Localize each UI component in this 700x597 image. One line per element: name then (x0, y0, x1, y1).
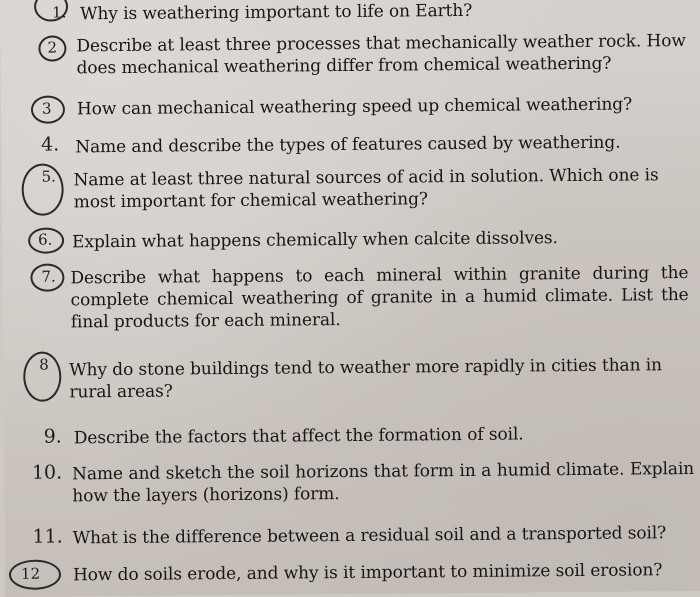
question-text: Describe what happens to each mineral within granite during the complete chemical weathering of granite in a humid climate. List the final products for each mineral. (70, 263, 689, 333)
question-text: Name at least three natural sources of acid in solution. Which one is most important for chemical weathering? (73, 165, 659, 213)
question-number: 7. (41, 267, 56, 286)
question-2 (0, 30, 700, 79)
question-number: 3 (41, 99, 52, 118)
question-number: 9. (43, 425, 62, 448)
question-number: 4. (41, 133, 60, 156)
question-text: What is the difference between a residual soil and a transported soil? (72, 523, 667, 549)
question-7 (2, 258, 700, 333)
question-text: Name and sketch the soil horizons that form in a humid climate. Explain how the layers (horizons) form. (72, 458, 695, 507)
question-9 (4, 418, 700, 449)
question-text: Describe the factors that affect the formation of soil. (73, 424, 524, 449)
question-number: 2 (47, 38, 58, 57)
question-number: 10. (31, 461, 63, 484)
question-number: 6. (38, 230, 53, 249)
question-number: 11. (32, 525, 63, 548)
question-1 (0, 0, 700, 25)
question-text: How can mechanical weathering speed up chemical weathering? (76, 94, 633, 120)
question-text: Explain what happens chemically when calcite dissolves. (72, 228, 558, 253)
question-3 (1, 90, 700, 120)
question-text: Why do stone buildings tend to weather more rapidly in cities than in rural areas? (69, 355, 662, 403)
question-5 (1, 162, 700, 213)
question-11 (5, 520, 700, 549)
question-12 (5, 554, 700, 586)
question-4 (1, 128, 700, 158)
question-number: 1. (52, 3, 67, 22)
question-6 (2, 222, 700, 253)
question-text: Name and describe the types of features caused by weathering. (75, 132, 621, 158)
question-10 (4, 454, 700, 507)
question-text: Why is weathering important to life on Earth? (80, 0, 473, 25)
question-number: 8 (39, 355, 49, 374)
question-text: How do soils erode, and why is it important to minimize soil erosion? (72, 560, 663, 586)
question-number: 5. (41, 167, 56, 186)
question-8 (3, 346, 700, 403)
question-text: Describe at least three processes that mechanically weather rock. How does mechanical weathering differ from chemical weathering? (76, 31, 686, 79)
question-number: 12 (20, 564, 41, 583)
